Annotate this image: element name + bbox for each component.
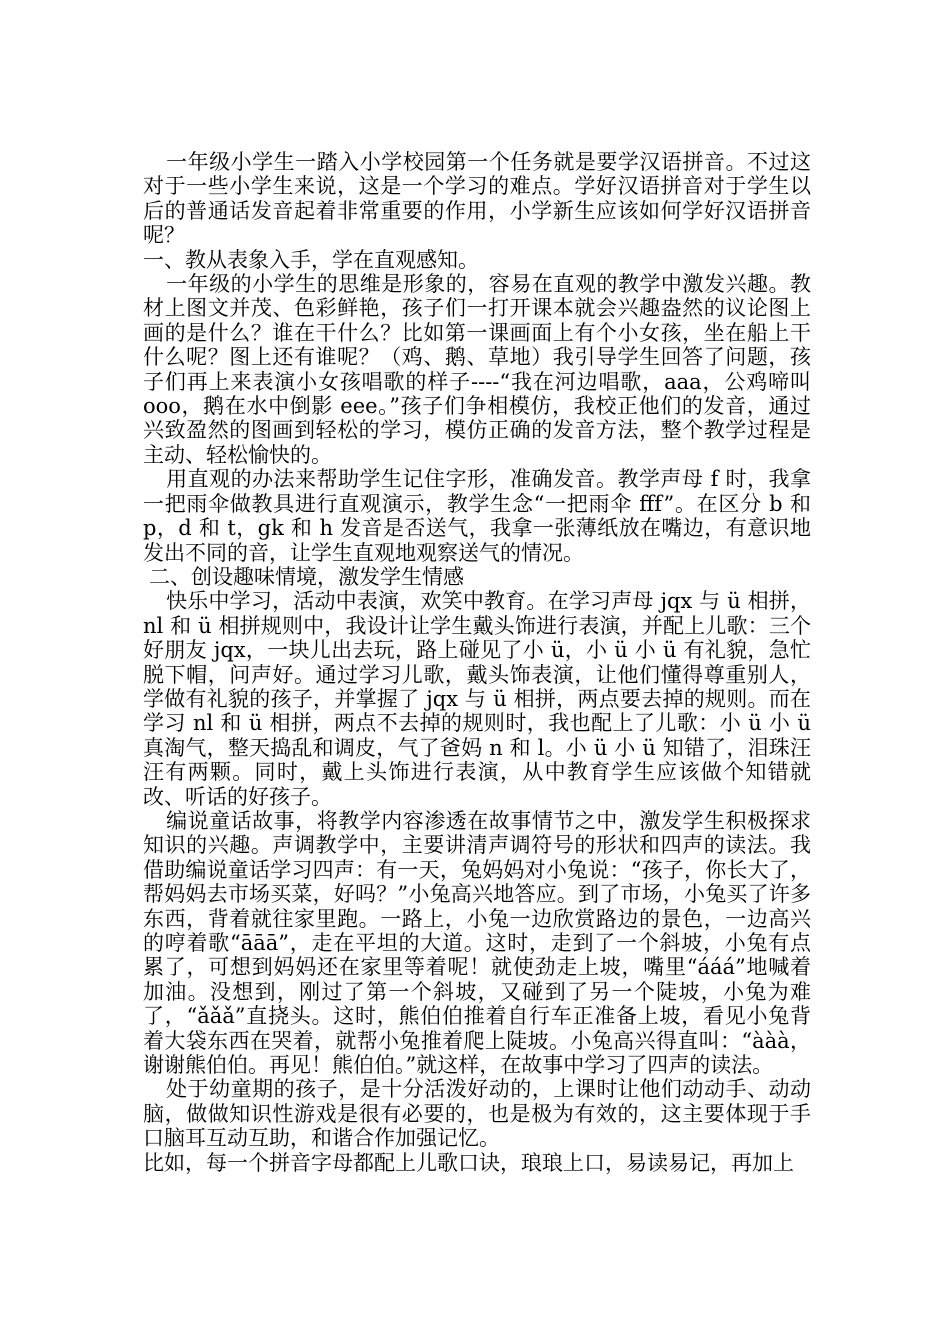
- document-body: [143, 150, 811, 1175]
- paragraph-fairy-tale: 编说童话故事，将教学内容渗透在故事情节之中，激发学生积极探求知识的兴趣。声调教学中，主要讲清声调符号的形状和四声的读法。我借助编说童话学习四声：有一天，兔妈妈对小兔说：“孩子，你长大了，帮妈妈去市场买菜，好吗？”小兔高兴地答应。到了市场，小兔买了许多东西，背着就往家里跑。一路上，小兔一边欣赏路边的景色，一边高兴的哼着歌“āāā”，走在平坦的大道。这时，走到了一个斜坡，小兔有点累了，可想到妈妈还在家里等着呢！就使劲走上坡，嘴里“ááá”地喊着加油。没想到，刚过了第一个斜坡，又碰到了另一个陡坡，小兔为难了，“ǎǎǎ”直挠头。这时，熊伯伯推着自行车正准备上坡，看见小兔背着大袋东西在哭着，就帮小兔推着爬上陡坡。小兔高兴得直叫：“ààà，谢谢熊伯伯。再见！熊伯伯。”就这样，在故事中学习了四声的读法。: [143, 808, 811, 1078]
- paragraph-intuitive-method: 用直观的办法来帮助学生记住字形，准确发音。教学声母 f 时，我拿一把雨伞做教具进行直观演示，教学生念“一把雨伞 fff”。在区分 b 和 p，d 和 t，gk 和 h 发音是否送气，我拿一张薄纸放在嘴边，有意识地发出不同的音，让学生直观地观察送气的情况。: [143, 467, 811, 565]
- section-heading-1: 一、教从表象入手，学在直观感知。: [143, 247, 479, 272]
- paragraph-visual-teaching: 一年级的小学生的思维是形象的，容易在直观的教学中激发兴趣。教材上图文并茂、色彩鲜艳，孩子们一打开课本就会兴趣盎然的议论图上画的是什么？谁在干什么？比如第一课画面上有个小女孩，坐在船上干什么呢？图上还有谁呢？（鸡、鹅、草地）我引导学生回答了问题，孩子们再上来表演小女孩唱歌的样子----“我在河边唱歌，aaa，公鸡啼叫 ooo，鹅在水中倒影 eee。”孩子们争相模仿，我校正他们的发音，通过兴致盈然的图画到轻松的学习，模仿正确的发音方法，整个教学过程是主动、轻松愉快的。: [143, 272, 811, 467]
- paragraph-example: 比如，每一个拼音字母都配上儿歌口诀，琅琅上口，易读易记，再加上: [143, 1150, 794, 1175]
- paragraph-intro: 一年级小学生一踏入小学校园第一个任务就是要学汉语拼音。不过这对于一些小学生来说，这是一个学习的难点。学好汉语拼音对于学生以后的普通话发音起着非常重要的作用，小学新生应该如何学好汉语拼音呢？: [143, 150, 811, 248]
- paragraph-games: 处于幼童期的孩子，是十分活泼好动的，上课时让他们动动手、动动脑，做做知识性游戏是很有必要的，也是极为有效的，这主要体现于手口脑耳互动互助，和谐合作加强记忆。: [143, 1077, 811, 1151]
- paragraph-performance: 快乐中学习，活动中表演，欢笑中教育。在学习声母 jqx 与 ü 相拼，nl 和 ü 相拼规则中，我设计让学生戴头饰进行表演，并配上儿歌：三个好朋友 jqx，一块儿出去玩，路上碰见了小 ü，小 ü 小 ü 有礼貌，急忙脱下帽，问声好。通过学习儿歌，戴头饰表演，让他们懂得尊重别人，学做有礼貌的孩子，并掌握了 jqx 与 ü 相拼，两点要去掉的规则。而在学习 nl 和 ü 相拼，两点不去掉的规则时，我也配上了儿歌：小 ü 小 ü 真淘气，整天捣乱和调皮，气了爸妈 n 和 l。小 ü 小 ü 知错了，泪珠汪汪有两颗。同时，戴上头饰进行表演，从中教育学生应该做个知错就改、听话的好孩子。: [143, 589, 811, 809]
- section-heading-2: 二、创设趣味情境，激发学生情感: [149, 564, 464, 589]
